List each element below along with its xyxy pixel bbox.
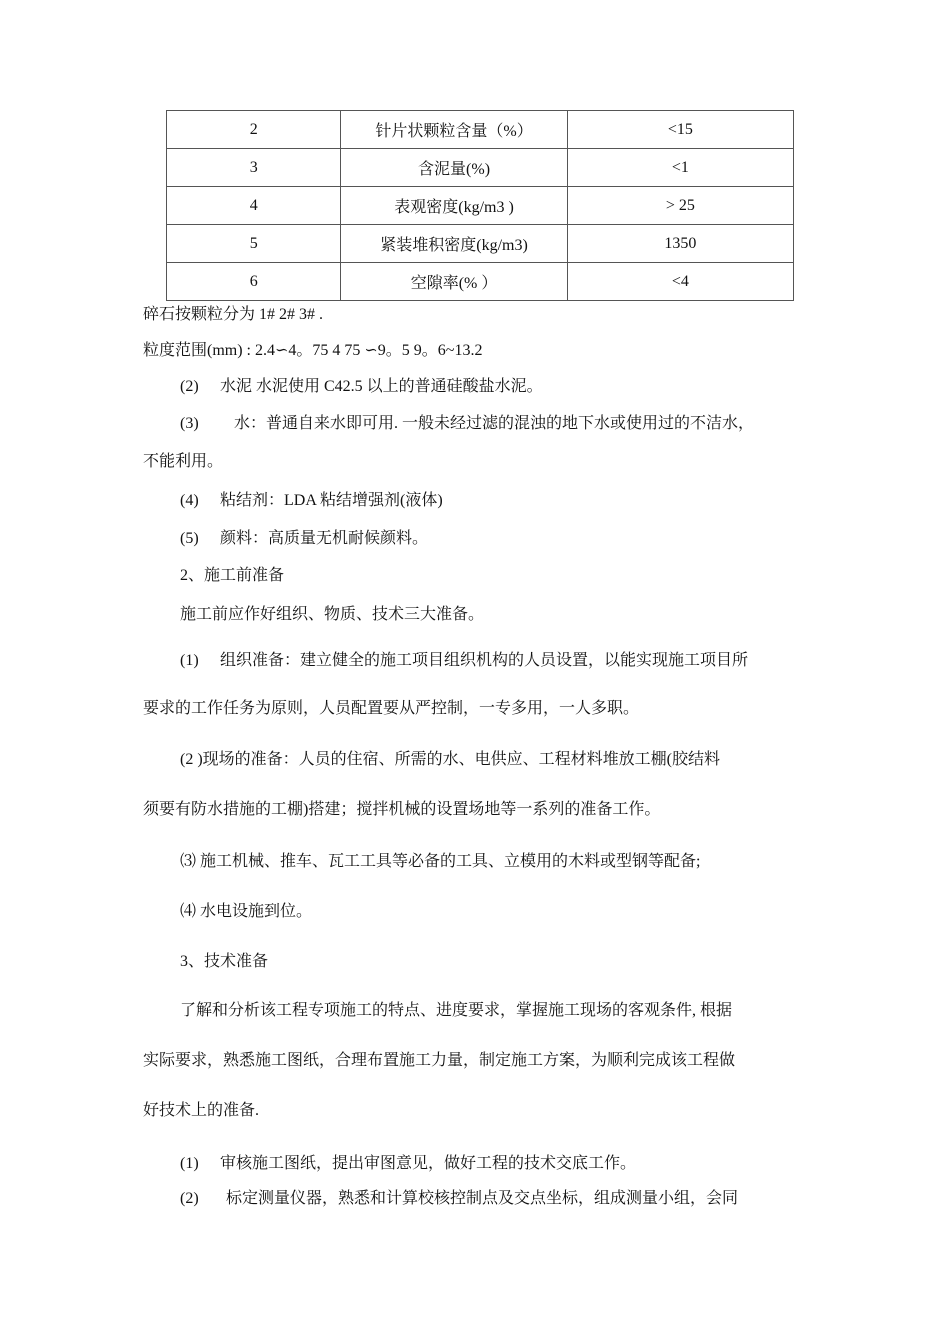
water-line-cont: 不能利用。	[143, 453, 224, 470]
row-number-cell: 2	[167, 111, 341, 149]
spec-table-row	[167, 111, 794, 149]
item-value-cell: <4	[567, 263, 793, 301]
org-prep-line	[180, 651, 748, 671]
review-text: 审核施工图纸，提出审图意见，做好工程的技术交底工作。	[220, 1155, 637, 1172]
item-number: (2)	[180, 1190, 199, 1207]
spec-table-row	[167, 263, 794, 301]
row-number-cell: 4	[167, 187, 341, 225]
site-prep-line-cont: 须要有防水措施的工棚)搭建；搅拌机械的设置场地等一系列的准备工作。	[143, 801, 661, 818]
pigment-line	[180, 529, 428, 549]
binder-text: 粘结剂：LDA 粘结增强剂(液体)	[220, 492, 443, 509]
spec-table-row	[167, 187, 794, 225]
water-line	[180, 414, 754, 434]
item-name-cell: 表观密度(kg/m3 )	[341, 187, 567, 225]
org-prep-text: 组织准备：建立健全的施工项目组织机构的人员设置，以能实现施工项目所	[220, 652, 749, 669]
gravel-line: 碎石按颗粒分为 1# 2# 3# .	[143, 306, 324, 323]
survey-line	[180, 1189, 738, 1209]
item-name-cell: 含泥量(%)	[341, 149, 567, 187]
water-text: 水：普通自来水即可用. 一般未经过滤的混浊的地下水或使用过的不洁水，	[234, 415, 755, 432]
site-prep-line: (2 )现场的准备：人员的住宿、所需的水、电供应、工程材料堆放工棚(胶结料	[180, 751, 720, 768]
section-2-heading: 2、施工前准备	[180, 567, 285, 584]
size-range-line: 粒度范围(mm) : 2.4∽4。75 4 75 ∽9。5 9。6~13.2	[143, 342, 483, 359]
item-number: (4)	[180, 492, 199, 509]
spec-table-row	[167, 149, 794, 187]
utilities-line: ⑷ 水电设施到位。	[180, 903, 313, 920]
org-prep-line-cont: 要求的工作任务为原则，人员配置要从严控制，一专多用，一人多职。	[143, 700, 640, 717]
item-number: (1)	[180, 652, 199, 669]
cement-text: 水泥 水泥使用 C42.5 以上的普通硅酸盐水泥。	[220, 378, 543, 395]
row-number-cell: 6	[167, 263, 341, 301]
item-value-cell: <15	[567, 111, 793, 149]
review-line	[180, 1154, 636, 1174]
item-name-cell: 紧装堆积密度(kg/m3)	[341, 225, 567, 263]
section-3-para: 了解和分析该工程专项施工的特点、进度要求，掌握施工现场的客观条件, 根据	[180, 1002, 733, 1019]
binder-line	[180, 491, 443, 511]
item-value-cell: 1350	[567, 225, 793, 263]
item-number: (3)	[180, 415, 199, 432]
pigment-text: 颜料：高质量无机耐候颜料。	[220, 530, 429, 547]
item-number: (5)	[180, 530, 199, 547]
section-3-para-cont: 实际要求，熟悉施工图纸，合理布置施工力量，制定施工方案，为顺利完成该工程做	[143, 1052, 736, 1069]
row-number-cell: 3	[167, 149, 341, 187]
item-number: (1)	[180, 1155, 199, 1172]
item-name-cell: 空隙率(% ）	[341, 263, 567, 301]
row-number-cell: 5	[167, 225, 341, 263]
section-3-para-end: 好技术上的准备.	[143, 1102, 260, 1119]
spec-table	[166, 110, 794, 301]
section-3-heading: 3、技术准备	[180, 953, 269, 970]
cement-line	[180, 377, 543, 397]
spec-table-row	[167, 225, 794, 263]
item-value-cell: > 25	[567, 187, 793, 225]
survey-text: 标定测量仪器，熟悉和计算校核控制点及交点坐标，组成测量小组，会同	[226, 1190, 739, 1207]
item-name-cell: 针片状颗粒含量（%）	[341, 111, 567, 149]
section-2-intro: 施工前应作好组织、物质、技术三大准备。	[180, 606, 485, 623]
item-number: (2)	[180, 378, 199, 395]
item-value-cell: <1	[567, 149, 793, 187]
machinery-line: ⑶ 施工机械、推车、瓦工工具等必备的工具、立模用的木料或型钢等配备;	[180, 853, 701, 870]
